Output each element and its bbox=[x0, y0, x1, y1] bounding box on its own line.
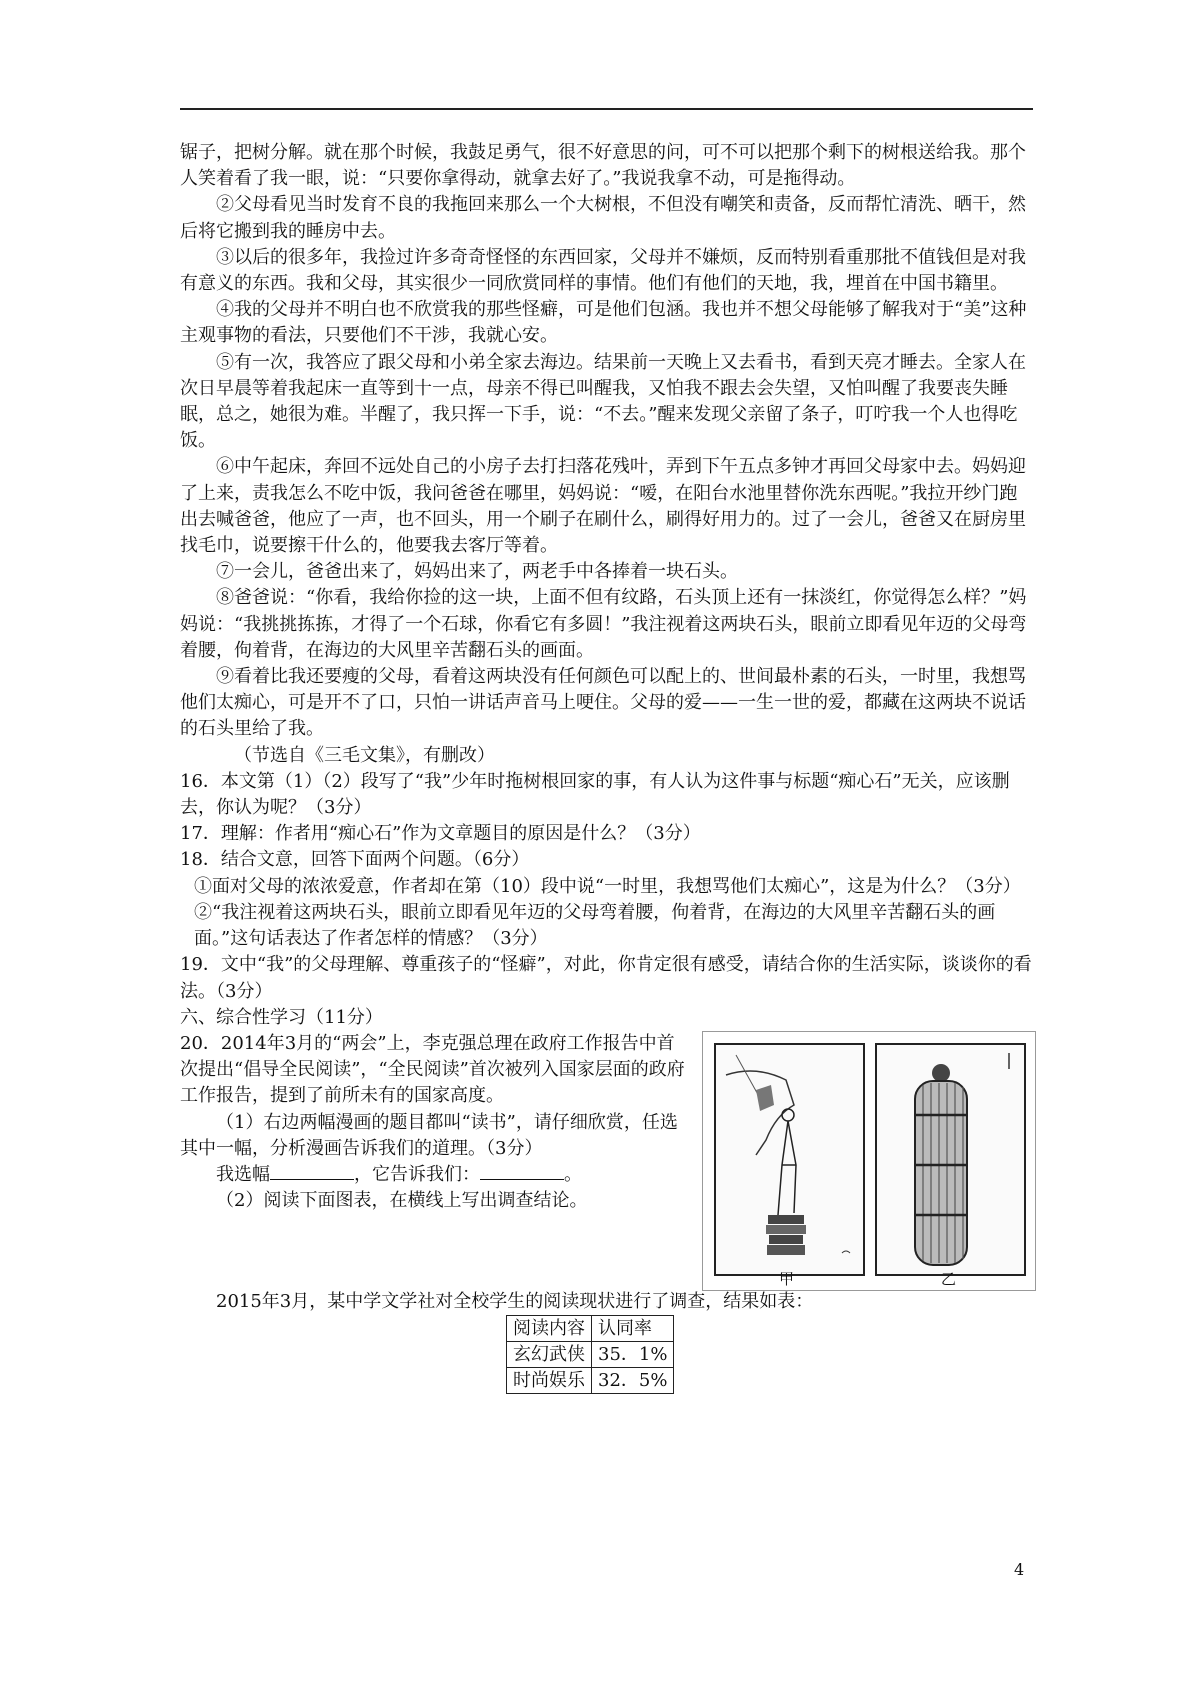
passage-paragraph: ⑤有一次，我答应了跟父母和小弟全家去海边。结果前一天晚上又去看书，看到天亮才睡去。全家人在次日早晨等着我起床一直等到十一点，母亲不得已叫醒我，又怕我不跟去会失望，又怕叫醒了我要丧失睡眠，总之，她很为难。半醒了，我只挥一下手，说：“不去。”醒来发现父亲留了条子，叮咛我一个人也得吃饭。 bbox=[180, 351, 1026, 452]
table-cell: 玄幻武侠 bbox=[507, 1342, 592, 1368]
answer-mid: ，它告诉我们： bbox=[354, 1163, 480, 1185]
passage-paragraph: ④我的父母并不明白也不欣赏我的那些怪癖，可是他们包涵。我也并不想父母能够了解我对于“美”这种主观事物的看法，只要他们不干涉，我就心安。 bbox=[180, 299, 1027, 347]
cartoon-label-yi: 乙 bbox=[941, 1269, 957, 1288]
question-20-area bbox=[180, 1031, 1033, 1289]
passage-paragraph: 锯子，把树分解。就在那个时候，我鼓足勇气，很不好意思的问，可不可以把那个剩下的树根送给我。那个人笑着看了我一眼，说：“只要你拿得动，就拿去好了。”我说我拿不动，可是拖得动。 bbox=[180, 142, 1026, 190]
cartoon-panel-jia bbox=[714, 1043, 865, 1276]
passage-paragraph: ③以后的很多年，我捡过许多奇奇怪怪的东西回家，父母并不嫌烦，反而特别看重那批不值钱但是对我有意义的东西。我和父母，其实很少一同欣赏同样的事情。他们有他们的天地，我，埋首在中国书籍里。 bbox=[180, 246, 1026, 295]
table-header-row bbox=[507, 1316, 674, 1342]
cartoon-yi-drawing bbox=[877, 1045, 1024, 1274]
question-18-1: ①面对父母的浓浓爱意，作者却在第（10）段中说“一时里，我想骂他们太痴心”，这是为什么？（3分） bbox=[194, 875, 1021, 897]
page-content bbox=[180, 140, 1033, 1394]
question-18-2: ②“我注视着这两块石头，眼前立即看见年迈的父母弯着腰，佝着背，在海边的大风里辛苦翻石头的画面。”这句话表达了作者怎样的情感？（3分） bbox=[194, 901, 996, 950]
cartoon-panel-yi bbox=[875, 1043, 1026, 1276]
question-20-intro: 20．2014年3月的“两会”上，李克强总理在政府工作报告中首次提出“倡导全民阅读”，“全民阅读”首次被列入国家层面的政府工作报告，提到了前所未有的国家高度。 bbox=[180, 1032, 685, 1107]
table-cell: 32．5% bbox=[592, 1368, 674, 1394]
question-17: 17．理解：作者用“痴心石”作为文章题目的原因是什么？（3分） bbox=[180, 823, 701, 845]
cartoon-label-jia: 甲 bbox=[779, 1269, 795, 1288]
passage-paragraph: ⑦一会儿，爸爸出来了，妈妈出来了，两老手中各捧着一块石头。 bbox=[216, 561, 738, 583]
page-number: 4 bbox=[1014, 1560, 1025, 1579]
survey-table bbox=[506, 1315, 674, 1394]
passage-paragraph: ⑥中午起床，奔回不远处自己的小房子去打扫落花残叶，弄到下午五点多钟才再回父母家中去。妈妈迎了上来，责我怎么不吃中饭，我问爸爸在哪里，妈妈说：“嗳，在阳台水池里替你洗东西呢。”我拉开纱门跑出去喊爸爸，他应了一声，也不回头，用一个刷子在刷什么，刷得好用力的。过了一会儿，爸爸又在厨房里找毛巾，说要擦干什么的，他要我去客厅等着。 bbox=[180, 456, 1026, 557]
answer-blank-lesson[interactable] bbox=[480, 1163, 564, 1180]
table-cell: 时尚娱乐 bbox=[507, 1368, 592, 1394]
table-header-cell: 阅读内容 bbox=[507, 1316, 592, 1342]
source-note: （节选自《三毛文集》，有删改） bbox=[234, 744, 495, 766]
table-cell: 35．1% bbox=[592, 1342, 674, 1368]
answer-line bbox=[180, 1162, 692, 1188]
passage-paragraph: ②父母看见当时发育不良的我拖回来那么一个大树根，不但没有嘲笑和责备，反而帮忙清洗、晒干，然后将它搬到我的睡房中去。 bbox=[180, 194, 1026, 242]
question-19: 19．文中“我”的父母理解、尊重孩子的“怪癖”，对此，你肯定很有感受，请结合你的生活实际，谈谈你的看法。（3分） bbox=[180, 954, 1032, 1002]
answer-prefix: 我选幅 bbox=[216, 1163, 270, 1185]
table-row bbox=[507, 1368, 674, 1394]
question-20-text bbox=[180, 1031, 692, 1214]
section-heading: 六、综合性学习（11分） bbox=[180, 1006, 383, 1028]
question-16: 16．本文第（1）（2）段写了“我”少年时拖树根回家的事，有人认为这件事与标题“痴心石”无关，应该删去，你认为呢？（3分） bbox=[180, 770, 1010, 819]
survey-intro: 2015年3月，某中学文学社对全校学生的阅读现状进行了调查，结果如表： bbox=[216, 1290, 814, 1312]
answer-blank-choice[interactable] bbox=[270, 1163, 354, 1180]
question-18: 18．结合文意，回答下面两个问题。（6分） bbox=[180, 849, 530, 871]
answer-end: 。 bbox=[564, 1163, 582, 1185]
table-row bbox=[507, 1342, 674, 1368]
header-rule bbox=[180, 108, 1033, 110]
cartoon-figure bbox=[702, 1031, 1036, 1291]
question-20-1: （1）右边两幅漫画的题目都叫“读书”，请仔细欣赏，任选其中一幅，分析漫画告诉我们的道理。（3分） bbox=[180, 1111, 678, 1159]
table-header-cell: 认同率 bbox=[592, 1316, 674, 1342]
cartoon-jia-drawing bbox=[716, 1045, 863, 1274]
passage-paragraph: ⑧爸爸说：“你看，我给你捡的这一块，上面不但有纹路，石头顶上还有一抹淡红，你觉得怎么样？”妈妈说：“我挑挑拣拣，才得了一个石球，你看它有多圆！”我注视着这两块石头，眼前立即看见年迈的父母弯着腰，佝着背，在海边的大风里辛苦翻石头的画面。 bbox=[180, 587, 1027, 661]
passage-paragraph: ⑨看着比我还要瘦的父母，看着这两块没有任何颜色可以配上的、世间最朴素的石头，一时里，我想骂他们太痴心，可是开不了口，只怕一讲话声音马上哽住。父母的爱——一生一世的爱，都藏在这两块不说话的石头里给了我。 bbox=[180, 666, 1026, 740]
question-20-2: （2）阅读下面图表，在横线上写出调查结论。 bbox=[216, 1190, 588, 1212]
